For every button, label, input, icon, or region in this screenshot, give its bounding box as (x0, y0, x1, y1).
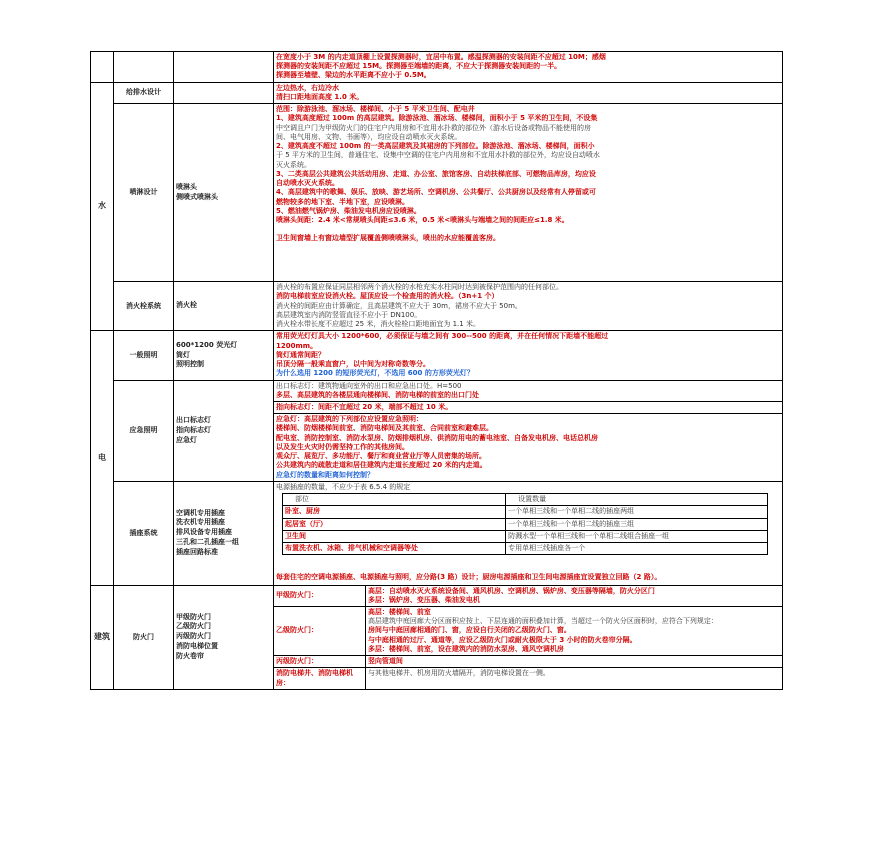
fire-door-grade: 丙级防火门： (274, 656, 365, 668)
emergency-item: 应急灯 (176, 435, 197, 444)
row-emergency (91, 380, 783, 481)
socket-item: 三孔和二孔插座一组 (176, 538, 239, 547)
door-item: 甲级防火门 (176, 612, 211, 621)
emergency-light-block (274, 414, 782, 481)
socket-table-row (283, 543, 768, 555)
fire-door-line: 高层：自动喷水灭火系统设备间、通风机房、空调机房、锅炉房、变压器等隔墙，防火分区门 (367, 586, 655, 595)
lighting-text (274, 331, 783, 380)
lighting-line: 1200mm。 (276, 341, 318, 350)
category-water: 水 (91, 82, 114, 331)
socket-table-row (283, 530, 768, 542)
socket-item: 空调机专用插座 (176, 508, 225, 517)
sprinkler-line: 3、二类高层公共建筑公共活动用房、走道、办公室、旅馆客房、自动扶梯底部、可燃物品库房，均应设 (276, 169, 596, 178)
drainage-label: 给排水设计 (114, 82, 174, 103)
socket-table-row (283, 506, 768, 518)
row-hydrant (91, 282, 783, 331)
socket-qty: 一个单相三线和一个单相二线的插座两组 (506, 506, 768, 518)
socket-item: 洗衣机专用插座 (176, 518, 225, 527)
door-items (174, 585, 274, 689)
lighting-label: 一般照明 (114, 331, 174, 380)
sprinkler-label: 喷淋设计 (114, 104, 174, 282)
socket-part: 卫生间 (283, 530, 506, 542)
socket-table-row (283, 518, 768, 530)
lighting-line: 吊顶分隔一般乘直窗户，以中间为对称奇数等分。 (276, 360, 430, 369)
fire-door-line: 高层：楼梯间、前室 (367, 607, 431, 616)
door-item: 丙级防火门 (176, 632, 211, 641)
fire-door-line: 房间与中庭回廊相通的门、窗，应设自行关闭的乙级防火门、窗。 (367, 626, 571, 635)
socket-part: 起居室（厅） (283, 518, 506, 530)
sprinkler-line: 1、建筑高度超过 100m 的高层建筑。除游泳池、溜冰场、楼梯间，面积小于 5 平米的卫生间，不设集 (276, 114, 598, 123)
category-building: 建筑 (91, 585, 114, 689)
drainage-line: 左边热水，右边冷水 (276, 83, 339, 92)
hydrant-line: 消火栓水带长度不应超过 25 米，消火栓栓口距地面宜为 1.1 米。 (276, 320, 480, 329)
sprinkler-line: 卫生间窗墙上有窗边墙型扩展覆盖侧喷喷淋头，喷出的水应能覆盖客房。 (276, 234, 500, 243)
fire-door-usage (365, 656, 782, 668)
fire-door-usage (365, 586, 782, 607)
emergency-label: 应急照明 (114, 380, 174, 481)
fire-door-grade: 甲级防火门： (274, 586, 365, 607)
hydrant-line: 消火栓的间距应由计算确定，且高层建筑不应大于 30m，裙房不应大于 50m。 (276, 301, 522, 310)
lighting-items (174, 331, 274, 380)
hydrant-text (274, 282, 783, 331)
door-detail (274, 585, 783, 689)
socket-part: 卧室、厨房 (283, 506, 506, 518)
emergency-light-line: 公共建筑内的疏散走道和居住建筑内走道长度超过 20 米的内走道。 (276, 461, 487, 470)
smoke-detector-line: 在宽度小于 3M 的内走道顶棚上设置探测器时，宜居中布置。感温探测器的安装间距不应超过 10M；感烟 (276, 53, 606, 61)
fire-door-table (274, 586, 782, 689)
emergency-items (174, 380, 274, 481)
emergency-item: 指向标志灯 (176, 425, 211, 434)
direction-sign-line: 指向标志灯：间距不宜超过 20 米，端部不超过 10 米。 (276, 402, 453, 411)
lighting-line: 筒灯通常间距？ (276, 350, 325, 359)
header-qty: 设置数量 (506, 494, 768, 506)
socket-items (174, 481, 274, 585)
exit-sign-line: 出口标志灯：建筑物通向室外的出口和应急出口处。H=500 (276, 381, 462, 390)
smoke-detector-text (274, 52, 783, 83)
fire-door-usage (365, 668, 782, 689)
emergency-light-line: 楼梯间、防烟楼梯间前室、消防电梯间及其前室、合同前室和避难层。 (276, 424, 493, 433)
fire-door-row (274, 586, 782, 607)
sprinkler-line: 喷淋头间距：2.4 米<常规喷头间距≤3.6 米，0.5 米<喷淋头与端墙之间的间距应≤1.8 米。 (276, 215, 569, 224)
socket-qty: 一个单相三线和一个单相二线的插座三组 (506, 518, 768, 530)
fire-door-line: 与中庭相通的过厅、通道等，应设乙级防火门或耐火极限大于 3 小时的防火卷帘分隔。 (367, 635, 637, 644)
emergency-item: 出口标志灯 (176, 415, 211, 424)
door-item: 消防电梯位置 (176, 642, 218, 651)
fire-door-line: 多层：楼梯间、前室，设在建筑内的消防水泵房、通风空调机房 (367, 644, 564, 653)
sprinkler-line: 燃物较多的地下室、半地下室，应设喷淋。 (276, 197, 409, 206)
lighting-item: 照明控制 (176, 360, 204, 369)
direction-sign-block (274, 402, 782, 414)
emergency-light-line: 应急灯：高层建筑的下列部位应设置应急照明： (276, 415, 423, 424)
fire-door-usage (365, 606, 782, 655)
drainage-line: 清扫口距地面高度 1.0 米。 (276, 92, 364, 101)
category-electric: 电 (91, 331, 114, 585)
hydrant-line: 消火栓的布置应保证同层相邻两个消火栓的水枪充实水柱同时达到被保护范围内的任何部位。 (276, 283, 563, 292)
smoke-detector-line: 探测器至墙壁、梁边的水平距离不应小于 0.5M。 (276, 71, 431, 80)
sprinkler-text (274, 104, 783, 282)
socket-qty: 防溅水型一个单相三线和一个单相二线组合插座一组 (506, 530, 768, 542)
row-smoke-detector (91, 52, 783, 83)
socket-item: 插座回路标准 (176, 547, 218, 556)
sprinkler-item: 侧喷式喷淋头 (176, 192, 218, 201)
hydrant-item: 消火栓 (174, 282, 274, 331)
socket-table-header (283, 494, 768, 506)
socket-text (274, 481, 783, 585)
header-part: 部位 (283, 494, 506, 506)
sprinkler-line: 于 5 平方米的卫生间，普通住宅、设集中空调的住宅户内用房和不宜用水扑救的部位外，均应设自动喷水 (276, 151, 600, 160)
fire-door-row (274, 606, 782, 655)
row-lighting (91, 331, 783, 380)
fire-door-line: 竖向管道间 (367, 657, 403, 666)
door-item: 乙级防火门 (176, 622, 211, 631)
smoke-detector-line: 探测器的安装间距不应超过 15M。探测器至端墙的距离，不应大于探测器安装间距的一半。 (276, 62, 562, 71)
fire-door-line: 与其他电梯井、机房用防火墙隔开，消防电梯设置在一侧。 (367, 669, 550, 678)
door-label: 防火门 (114, 585, 174, 689)
row-fire-doors (91, 585, 783, 689)
emergency-light-line: 配电室、消防控制室、消防水泵房、防烟排烟机房、供消防用电的蓄电池室、自备发电机房、电话总机房 (276, 433, 598, 442)
fire-door-grade: 乙级防火门： (274, 606, 365, 655)
emergency-text (274, 380, 783, 481)
row-sockets (91, 481, 783, 585)
socket-item: 排风设备专用插座 (176, 528, 232, 537)
lighting-line: 为什么选用 1200 的短形荧光灯，不选用 600 的方形荧光灯？ (276, 369, 474, 378)
socket-intro: 电源插座的数量，不应少于表 6.5.4 的规定 (276, 482, 411, 491)
sprinkler-line: 2、建筑高度不超过 100m 的一类高层建筑及其裙房的下列部位。除游泳池、溜冰场、楼梯间，面积小 (276, 142, 595, 151)
sprinkler-line: 灭火系统。 (276, 160, 311, 169)
exit-sign-line: 多层、高层建筑的各楼层通向楼梯间、消防电梯的前室的出口门处 (276, 390, 479, 399)
spec-table (90, 51, 783, 690)
lighting-line: 常用荧光灯灯具大小 1200*600，必须保证与墙之间有 300--500 的距离，并在任何情况下距墙不能超过 (276, 332, 609, 341)
lighting-item: 筒灯 (176, 350, 190, 359)
fire-door-line: 高层建筑中庭回廊大分区面积应按上、下层连通的面积叠加计算，当超过一个防火分区面积时，应符合下列规定： (367, 617, 718, 626)
socket-label: 插座系统 (114, 481, 174, 585)
sprinkler-line: 4、高层建筑中的歌舞、娱乐、放映、游艺场所、空调机房、公共餐厅、公共厨房以及经常有人停留或可 (276, 188, 596, 197)
hydrant-line: 高层建筑室内消防竖管直径不应小于 DN100。 (276, 310, 422, 319)
sprinkler-items (174, 104, 274, 282)
lighting-item: 600*1200 荧光灯 (176, 340, 238, 349)
socket-note: 每套住宅的空调电源插座、电源插座与照明，应分路(3 路）设计；厨房电源插座和卫生间电源插座宜设置独立回路（2 路）。 (276, 573, 662, 582)
socket-quantity-table (282, 493, 768, 555)
row-sprinkler (91, 104, 783, 282)
row-drainage (91, 82, 783, 103)
sprinkler-line: 自动喷水灭火系统。 (276, 179, 339, 188)
fire-door-line: 多层：锅炉房、变压器、柴油发电机 (367, 595, 480, 604)
sprinkler-item: 喷淋头 (176, 182, 197, 191)
emergency-light-line: 观众厅、展览厅、多功能厅、餐厅和商业营业厅等人员密集的场所。 (276, 452, 486, 461)
sprinkler-line: 中空调且户门为甲级防火门的住宅户内用房和不宜用水扑救的部位外（游水后设备或物品不能使用的房 (276, 123, 591, 132)
socket-qty: 专用单相三线插座各一个 (506, 543, 768, 555)
sprinkler-line: 间、电气用房、文物、书画等），均应设自动喷水灭火系统。 (276, 132, 462, 141)
emergency-light-line: 应急灯的数量和距离如何控制？ (276, 470, 374, 479)
drainage-text (274, 82, 783, 103)
spec-sheet (90, 51, 782, 690)
hydrant-label: 消火栓系统 (114, 282, 174, 331)
fire-door-row (274, 668, 782, 689)
emergency-light-line: 以及发生火灾时仍需坚持工作的其他房间。 (276, 442, 409, 451)
sprinkler-line: 范围：除游泳池、溜冰场、楼梯间、小于 5 平米卫生间、配电井 (276, 105, 475, 114)
sprinkler-line: 5、燃油燃气锅炉房、柴油发电机房应设喷淋。 (276, 206, 421, 215)
hydrant-line: 消防电梯前室应设消火栓。屋顶应设一个检查用的消火栓。（3n+1 个） (276, 292, 499, 301)
fire-door-grade: 消防电梯井、消防电梯机房： (274, 668, 365, 689)
socket-part: 布置洗衣机、冰箱、排气机械和空调器等处 (283, 543, 506, 555)
fire-door-row (274, 656, 782, 668)
door-item: 防火卷帘 (176, 651, 204, 660)
exit-sign-block (274, 381, 782, 402)
